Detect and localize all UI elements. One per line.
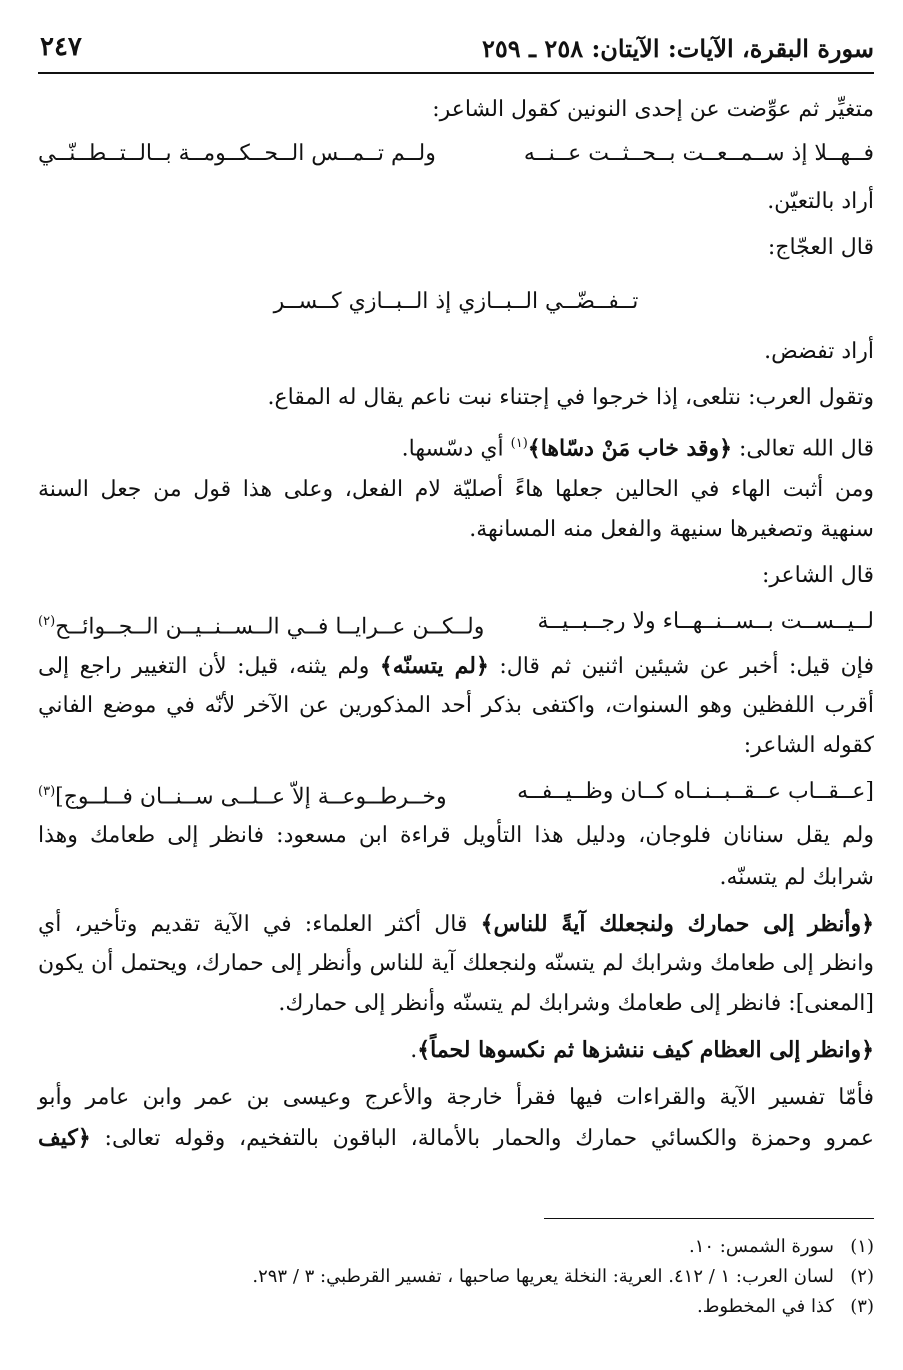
- text-line: وتقول العرب: نتلعى، إذا خرجوا في إجتناء نبت ناعم يقال له المقاع.: [267, 385, 874, 410]
- footnote-number: (١): [850, 1236, 874, 1257]
- quran-quote: ﴿لم يتسنّه﴾: [379, 653, 489, 679]
- verse-line: [38, 772, 874, 812]
- verse-line: [38, 602, 874, 642]
- text-line: [38, 424, 874, 464]
- text-line: أراد تفضض.: [764, 339, 874, 364]
- footnote-marker: (٣): [38, 784, 56, 799]
- text-run: عمرو وحمزة والكسائي حمارك والحمار بالأمالة، الباقون بالتفخيم، وقوله تعالى:: [90, 1126, 874, 1151]
- text-line: متغيِّر ثم عوِّضت عن إحدى النونين كقول الشاعر:: [432, 97, 874, 122]
- verse-hemistich-2: ولــكــن عــرايــا فــي الــســنــيــن الــجــوائــح$^{(٢)}$: [38, 614, 485, 640]
- footnote-number: (٣): [850, 1296, 874, 1317]
- text-line: [38, 904, 874, 944]
- text-run: ولم يثنه، قيل: لأن التغيير راجع إلى: [38, 654, 380, 679]
- footnote: [38, 1232, 874, 1262]
- text-line: فأمّا تفسير الآية والقراءات فيها فقرأ خارجة والأعرج وعيسى بن عمر وابن عامر وأبو: [38, 1085, 874, 1110]
- book-page: [38, 28, 874, 1348]
- page-number: ٢٤٧: [40, 32, 82, 62]
- text-line: شرابك لم يتسنّه.: [719, 865, 874, 890]
- text-line: [38, 1118, 874, 1158]
- verse-hemistich-2: وخــرطــوعــة إلاّ عــلــى ســنــان فــلــوج]$^{(٣)}$: [38, 784, 447, 810]
- text-line: ومن أثبت الهاء في الحالين جعلها هاءً أصليّة لام الفعل، وعلى هذا قول من جعل السنة: [38, 477, 874, 502]
- quran-quote: ﴿كيف: [38, 1125, 91, 1151]
- text-line: [المعنى]: فانظر إلى طعامك وشرابك لم يتسنّه وأنظر إلى حمارك.: [278, 991, 874, 1016]
- verse-hemistich-2: ولــم تــمــس الــحــكــومــة بــالــتــطــنّــي: [38, 141, 436, 166]
- verse-hemistich-1: لــيــســت بــســنــهــاء ولا رجــبــيــة: [537, 609, 874, 634]
- quran-quote: ﴿وأنظر إلى حمارك ولنجعلك آيةً للناس﴾: [480, 911, 874, 937]
- text-line: [38, 1030, 874, 1070]
- quran-quote: ﴿وقد خاب مَنْ دسّاها﴾: [527, 435, 733, 462]
- text-run: أي دسّسها.: [401, 436, 511, 462]
- text-run: قال الله تعالى:: [732, 436, 874, 462]
- verse-hemistich-1: [عــقــاب عــقــبــنــاه كــان وظــيــفــه: [517, 779, 874, 804]
- text-line: قال الشاعر:: [761, 563, 874, 588]
- verse-line: [38, 134, 874, 174]
- footnote-rule: [544, 1218, 874, 1219]
- text-run: قال أكثر العلماء: في الآية تقديم وتأخير، أي: [38, 912, 481, 937]
- footnote: [38, 1262, 874, 1292]
- verse-line: تــفــضّــي الــبــازي إذ الــبــازي كــســر: [273, 289, 639, 314]
- footnote-text: لسان العرب: ١ / ٤١٢. العرية: النخلة يعريها صاحبها ، تفسير القرطبي: ٣ / ٢٩٣.: [252, 1266, 834, 1287]
- text-run: .: [410, 1038, 418, 1063]
- quran-quote: ﴿وانظر إلى العظام كيف ننشزها ثم نكسوها لحماً﴾: [417, 1037, 874, 1063]
- text-line: ولم يقل سنانان فلوجان، ودليل هذا التأويل قراءة ابن مسعود: فانظر إلى طعامك وهذا: [38, 823, 874, 848]
- text-line: سنهية وتصغيرها سنيهة والفعل منه المسانهة.: [469, 517, 874, 542]
- footnote: [38, 1292, 874, 1322]
- text-line: أراد بالتعيّن.: [767, 189, 874, 214]
- text-line: كقوله الشاعر:: [743, 733, 874, 758]
- footnote-marker: (٢): [38, 614, 56, 629]
- text-line: قال العجّاج:: [767, 235, 874, 260]
- text-line: وانظر إلى طعامك وشرابك لم يتسنّه ولنجعلك آية للناس وأنظر إلى حمارك، ويحتمل أن يكون: [38, 951, 874, 976]
- verse-hemistich-1: فــهــلا إذ ســمــعــت بــحــثــت عــنــه: [523, 141, 874, 166]
- running-title: سورة البقرة، الآيات: الآيتان: ٢٥٨ ـ ٢٥٩: [482, 34, 874, 63]
- page-header: [38, 28, 874, 70]
- footnote-marker: (١): [510, 436, 528, 451]
- header-rule: [38, 72, 874, 74]
- text-line: أقرب اللفظين وهو السنوات، واكتفى بذكر أحد المذكورين عن الآخر لأنّه في موضع الفاني: [38, 693, 874, 718]
- text-run: فإن قيل: أخبر عن شيئين اثنين ثم قال:: [488, 654, 874, 679]
- footnote-number: (٢): [850, 1266, 874, 1287]
- text-line: [38, 646, 874, 686]
- footnote-text: كذا في المخطوط.: [696, 1296, 834, 1317]
- footnote-text: سورة الشمس: ١٠.: [689, 1236, 834, 1257]
